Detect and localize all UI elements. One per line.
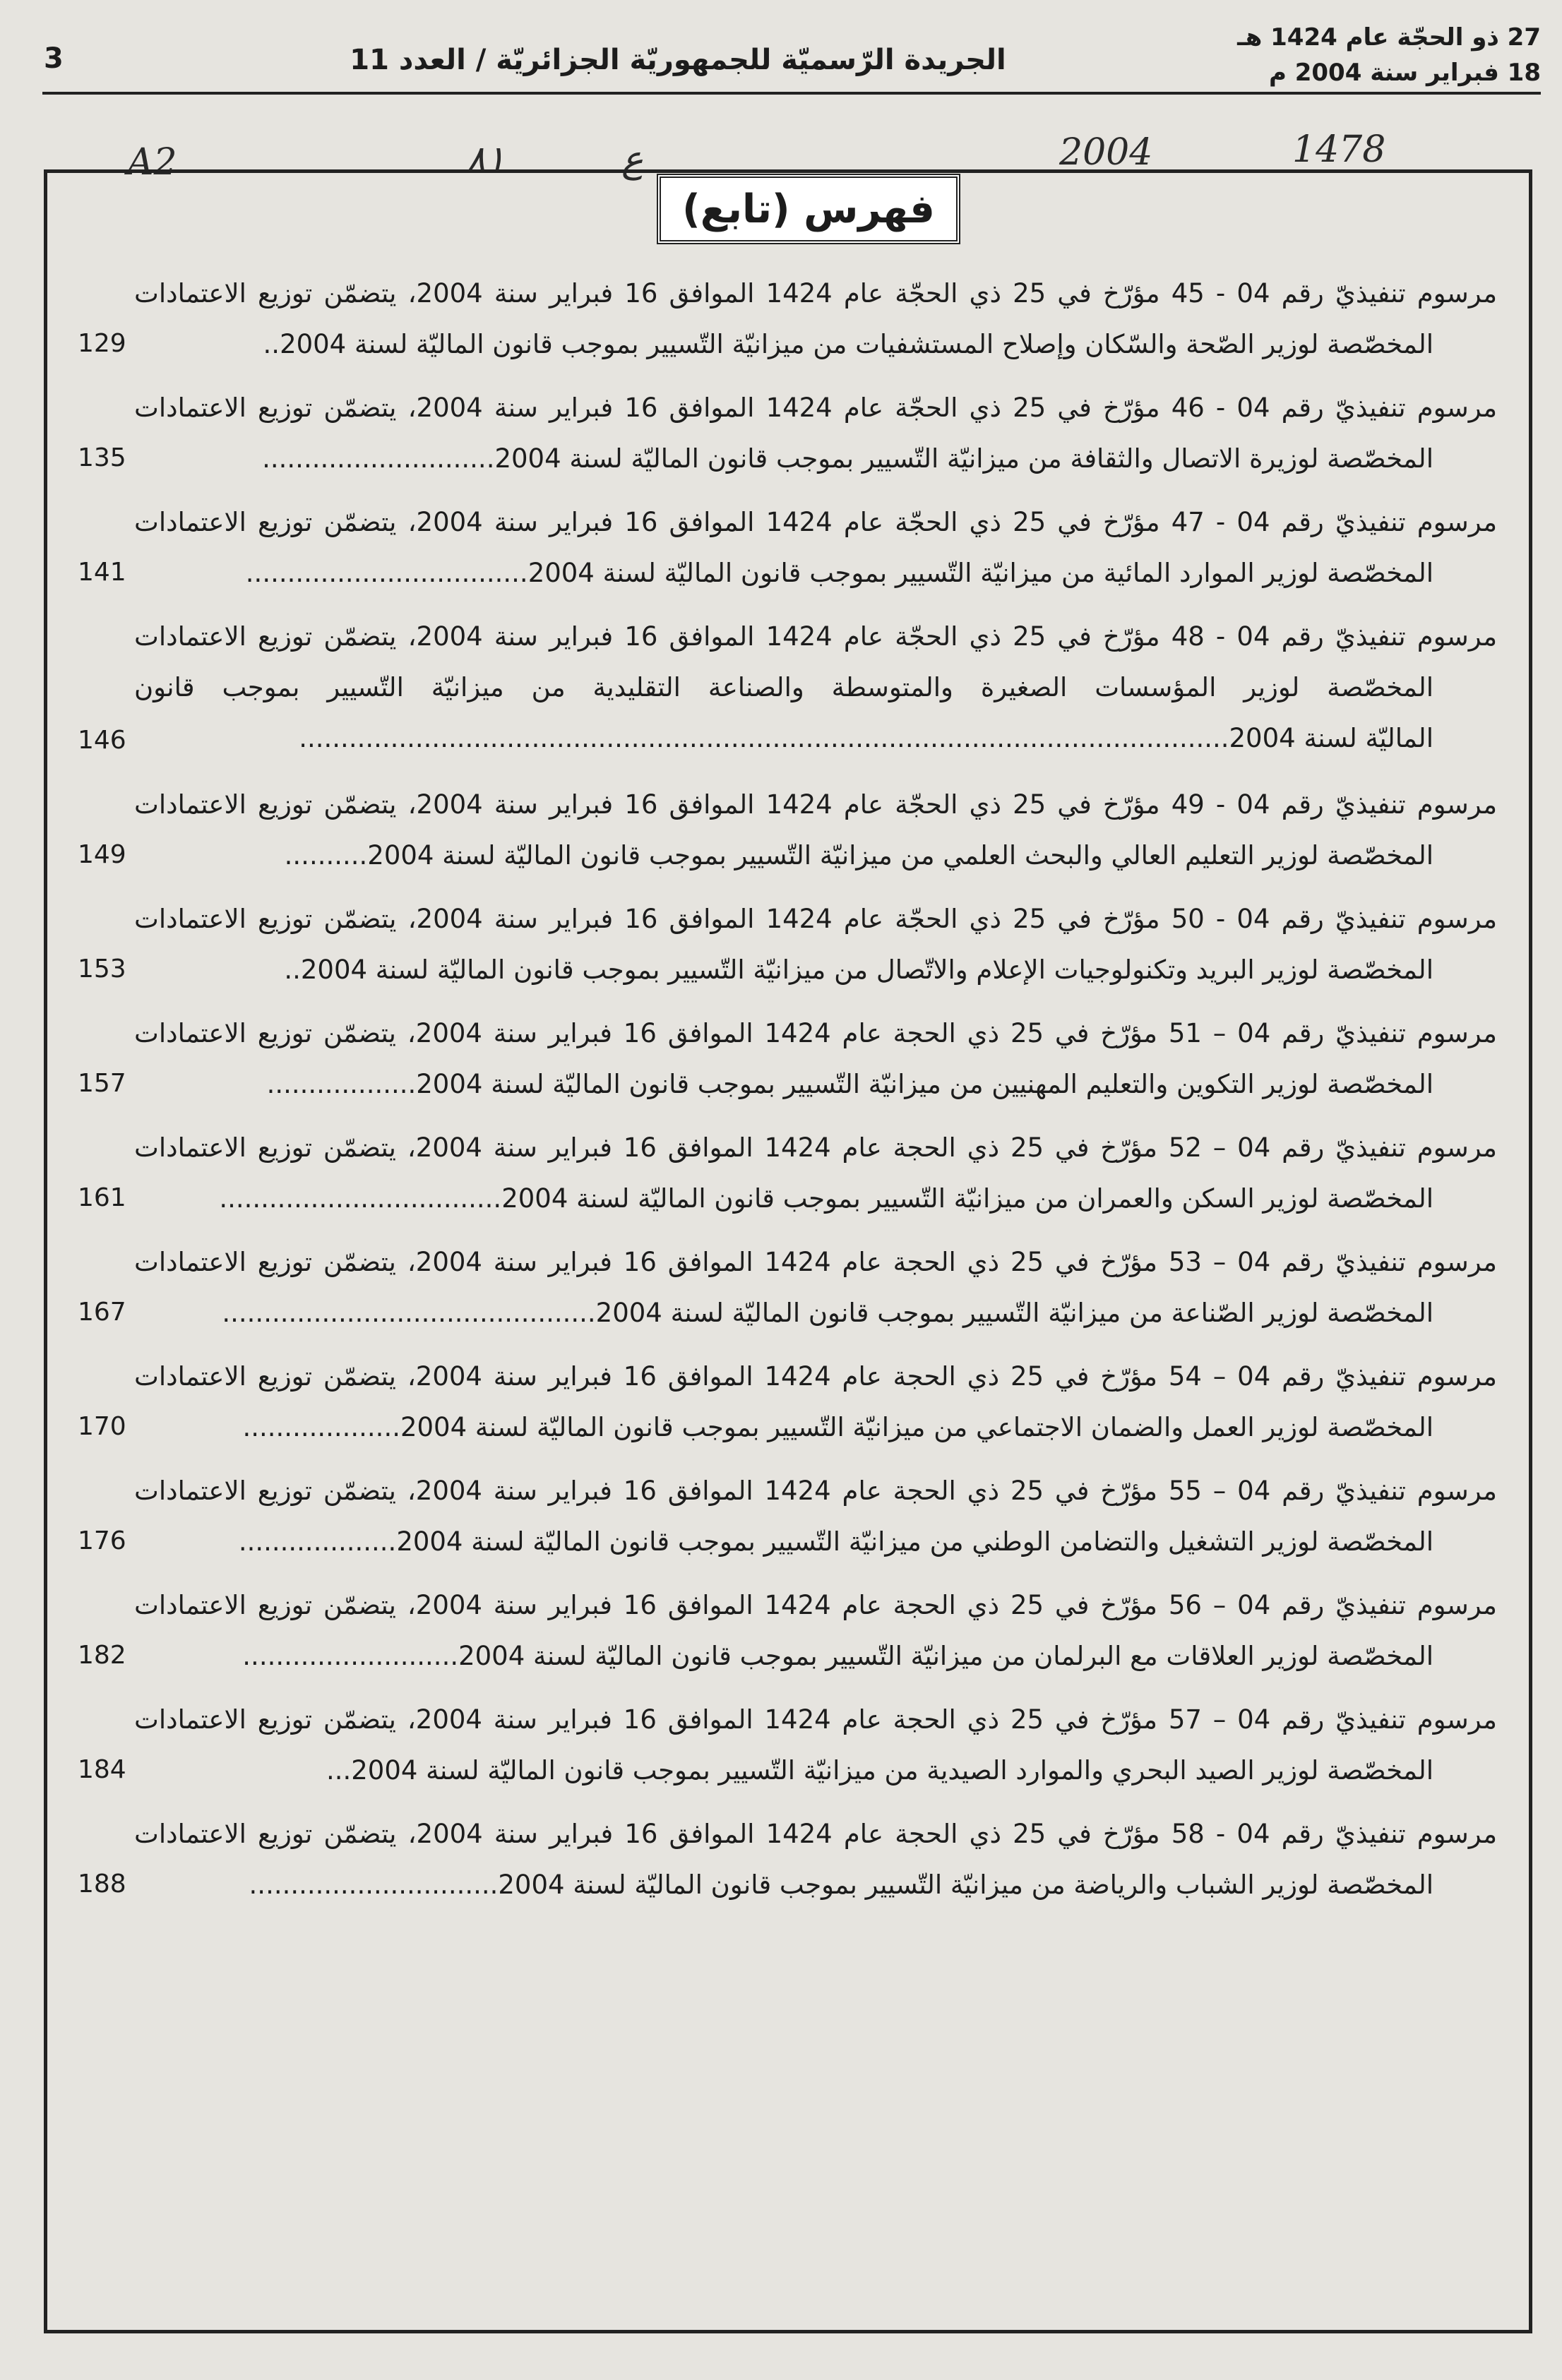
entry-line-2: المخصّصة لوزير البريد وتكنولوجيات الإعلام والاتّصال من ميزانيّة التّسيير بموجب قانون الماليّة لسنة 2004.. [284,955,1433,985]
index-entry [78,1810,1497,1925]
section-title: فهرس (تابع) [657,174,960,244]
entry-line-1: مرسوم تنفيذيّ رقم 04 – 55 مؤرّخ في 25 ذي الحجة عام 1424 الموافق 16 فبراير سنة 2004، يتضمّن توزيع الاعتمادات [134,1476,1498,1506]
entry-line-2: المخصّصة لوزيرة الاتصال والثقافة من ميزانيّة التّسيير بموجب قانون الماليّة لسنة 2004............................ [262,443,1433,474]
entry-line-1: مرسوم تنفيذيّ رقم 04 - 45 مؤرّخ في 25 ذي الحجّة عام 1424 الموافق 16 فبراير سنة 2004، يتضمّن توزيع الاعتمادات [134,278,1498,309]
index-entry [78,781,1497,895]
hijri-date: 27 ذو الحجّة عام 1424 هـ [1237,23,1541,52]
entry-line-1: مرسوم تنفيذيّ رقم 04 - 46 مؤرّخ في 25 ذي الحجّة عام 1424 الموافق 16 فبراير سنة 2004، يتضمّن توزيع الاعتمادات [134,393,1498,423]
index-entry [78,498,1497,613]
header-dates [1237,20,1541,90]
entry-page-number: 141 [78,558,126,587]
index-entry [78,1696,1497,1810]
entry-page-number: 184 [78,1755,126,1784]
index-entry [78,1010,1497,1124]
entry-line-2: المخصّصة لوزير التكوين والتعليم المهنيين من ميزانيّة التّسيير بموجب قانون الماليّة لسنة 2004.................. [266,1069,1433,1099]
entry-line-1: مرسوم تنفيذيّ رقم 04 - 50 مؤرّخ في 25 ذي الحجّة عام 1424 الموافق 16 فبراير سنة 2004، يتضمّن توزيع الاعتمادات [134,904,1498,934]
index-entry [78,895,1497,1010]
entry-page-number: 157 [78,1069,126,1098]
entry-page-number: 149 [78,840,126,869]
index-entry [78,270,1497,384]
entry-line-2: المخصّصة لوزير الموارد المائية من ميزانيّة التّسيير بموجب قانون الماليّة لسنة 2004.................................. [245,558,1433,588]
entry-line-1: مرسوم تنفيذيّ رقم 04 - 48 مؤرّخ في 25 ذي الحجّة عام 1424 الموافق 16 فبراير سنة 2004، يتضمّن توزيع الاعتمادات [134,621,1498,652]
entry-page-number: 188 [78,1870,126,1898]
gregorian-date: 18 فبراير سنة 2004 م [1268,59,1541,87]
entry-line-2: المخصّصة لوزير الصيد البحري والموارد الصيدية من ميزانيّة التّسيير بموجب قانون الماليّة لسنة 2004... [326,1755,1433,1786]
handwritten-note-left: A2 [127,141,177,184]
index-entry [78,1124,1497,1238]
handwritten-note-middle-1: ٨١ [466,138,506,181]
entry-page-number: 135 [78,443,126,472]
entry-line-1: مرسوم تنفيذيّ رقم 04 – 52 مؤرّخ في 25 ذي الحجة عام 1424 الموافق 16 فبراير سنة 2004، يتضمّن توزيع الاعتمادات [134,1132,1498,1163]
entry-line-2: المخصّصة لوزير التشغيل والتضامن الوطني من ميزانيّة التّسيير بموجب قانون الماليّة لسنة 2004................... [238,1526,1433,1557]
entry-page-number: 129 [78,329,126,358]
handwritten-note-right-2: 1478 [1292,128,1386,171]
entry-page-number: 167 [78,1298,126,1327]
entry-line-1: مرسوم تنفيذيّ رقم 04 – 53 مؤرّخ في 25 ذي الحجة عام 1424 الموافق 16 فبراير سنة 2004، يتضمّن توزيع الاعتمادات [134,1247,1498,1277]
index-entry [78,1353,1497,1467]
entry-line-1: مرسوم تنفيذيّ رقم 04 - 47 مؤرّخ في 25 ذي الحجّة عام 1424 الموافق 16 فبراير سنة 2004، يتضمّن توزيع الاعتمادات [134,507,1498,537]
entry-line-2: المخصّصة لوزير التعليم العالي والبحث العلمي من ميزانيّة التّسيير بموجب قانون الماليّة لسنة 2004.......... [284,840,1433,871]
entry-line-2: المخصّصة لوزير الصّناعة من ميزانيّة التّسيير بموجب قانون الماليّة لسنة 2004............................................. [222,1298,1433,1328]
header-divider [42,92,1541,95]
entry-line-3: الماليّة لسنة 2004................................................................................................................ [299,723,1433,753]
entry-line-2: المخصّصة لوزير العلاقات مع البرلمان من ميزانيّة التّسيير بموجب قانون الماليّة لسنة 2004.......................... [242,1641,1433,1671]
entry-line-1: مرسوم تنفيذيّ رقم 04 - 49 مؤرّخ في 25 ذي الحجّة عام 1424 الموافق 16 فبراير سنة 2004، يتضمّن توزيع الاعتمادات [134,789,1498,820]
entry-line-2: المخصّصة لوزير العمل والضمان الاجتماعي من ميزانيّة التّسيير بموجب قانون الماليّة لسنة 2004................... [242,1412,1433,1442]
entry-line-2: المخصّصة لوزير الشباب والرياضة من ميزانيّة التّسيير بموجب قانون الماليّة لسنة 2004.............................. [249,1870,1433,1900]
entry-page-number: 182 [78,1641,126,1670]
entry-page-number: 146 [78,726,126,755]
entry-line-1: مرسوم تنفيذيّ رقم 04 – 51 مؤرّخ في 25 ذي الحجة عام 1424 الموافق 16 فبراير سنة 2004، يتضمّن توزيع الاعتمادات [134,1018,1498,1048]
entry-page-number: 176 [78,1526,126,1555]
entry-line-1: مرسوم تنفيذيّ رقم 04 - 58 مؤرّخ في 25 ذي الحجة عام 1424 الموافق 16 فبراير سنة 2004، يتضمّن توزيع الاعتمادات [134,1819,1498,1849]
entry-line-1: مرسوم تنفيذيّ رقم 04 – 54 مؤرّخ في 25 ذي الحجة عام 1424 الموافق 16 فبراير سنة 2004، يتضمّن توزيع الاعتمادات [134,1361,1498,1392]
journal-title: الجريدة الرّسميّة للجمهوريّة الجزائريّة / العدد 11 [350,44,1006,76]
handwritten-note-right-1: 2004 [1059,131,1153,174]
entry-page-number: 170 [78,1412,126,1441]
index-entry [78,1238,1497,1353]
index-entry [78,1467,1497,1581]
entry-line-2: المخصّصة لوزير الصّحة والسّكان وإصلاح المستشفيات من ميزانيّة التّسيير بموجب قانون الماليّة لسنة 2004.. [263,329,1433,359]
entry-line-2: المخصّصة لوزير السكن والعمران من ميزانيّة التّسيير بموجب قانون الماليّة لسنة 2004.................................. [219,1183,1433,1214]
entry-line-1: مرسوم تنفيذيّ رقم 04 – 57 مؤرّخ في 25 ذي الحجة عام 1424 الموافق 16 فبراير سنة 2004، يتضمّن توزيع الاعتمادات [134,1704,1498,1735]
handwritten-note-middle-2: ع [621,138,644,181]
index-entry [78,384,1497,498]
entry-line-1: مرسوم تنفيذيّ رقم 04 – 56 مؤرّخ في 25 ذي الحجة عام 1424 الموافق 16 فبراير سنة 2004، يتضمّن توزيع الاعتمادات [134,1590,1498,1620]
entry-page-number: 153 [78,955,126,983]
entry-page-number: 161 [78,1183,126,1212]
page-number: 3 [44,42,64,75]
index-entry [78,613,1497,781]
entry-line-2: المخصّصة لوزير المؤسسات الصغيرة والمتوسطة والصناعة التقليدية من ميزانيّة التّسيير بموجب قانون [134,672,1433,702]
index-entries [78,270,1497,1925]
index-entry [78,1581,1497,1696]
